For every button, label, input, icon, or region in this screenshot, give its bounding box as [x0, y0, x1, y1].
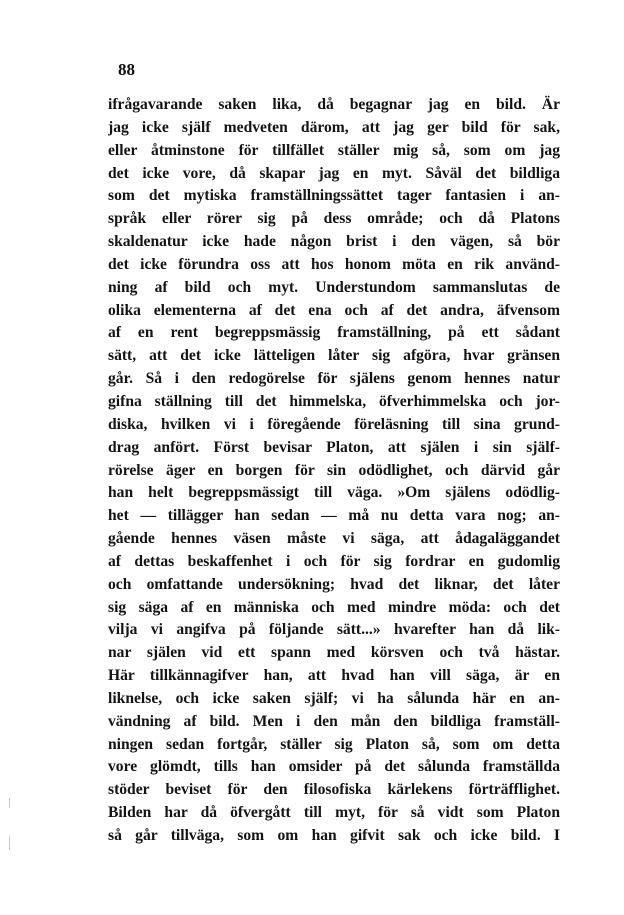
- text-line-1: ifrågavarande saken lika, då begagnar jag en bild. Är: [108, 96, 560, 113]
- margin-mark-lower: [9, 836, 10, 850]
- text-line-19: het — tillägger han sedan — må nu detta vara nog; an-: [108, 507, 560, 525]
- text-line-24: vilja vi angifva på följande sätt...» hvarefter han då lik-: [108, 621, 560, 639]
- text-line-25: nar själen vid ett spann med körsven och två hästar.: [108, 644, 560, 662]
- text-line-9: ning af bild och myt. Understundom sammanslutas de: [108, 278, 560, 296]
- text-line-27: liknelse, och icke saken själf; vi ha sålunda här en an-: [108, 689, 560, 707]
- margin-mark-upper: [9, 798, 10, 808]
- text-line-13: går. Så i den redogörelse för själens genom hennes natur: [108, 370, 560, 388]
- text-line-3: eller åtminstone för tillfället ställer mig så, som om jag: [108, 141, 560, 159]
- text-line-4: det icke vore, då skapar jag en myt. Såväl det bildliga: [108, 164, 560, 182]
- text-line-22: och omfattande undersökning; hvad det liknar, det låter: [108, 575, 560, 593]
- text-line-20: gående hennes väsen måste vi säga, att ådagaläggandet: [108, 530, 560, 548]
- text-line-17: rörelse äger en borgen för sin odödlighet, och därvid går: [108, 461, 560, 479]
- text-line-15: diska, hvilken vi i föregående föreläsning till sina grund-: [108, 415, 560, 433]
- text-line-21: af dettas beskaffenhet i och för sig fordrar en gudomlig: [108, 552, 560, 570]
- text-line-11: af en rent begreppsmässig framställning, på ett sådant: [108, 324, 560, 342]
- text-line-10: olika elementerna af det ena och af det andra, äfvensom: [108, 301, 560, 319]
- text-line-2: jag icke själf medveten därom, att jag ger bild för sak,: [108, 118, 560, 136]
- text-line-23: sig säga af en människa och med mindre möda: och det: [108, 598, 560, 616]
- body-text: [108, 94, 560, 848]
- text-line-6: språk eller rörer sig på dess område; och då Platons: [108, 210, 560, 228]
- text-line-7: skaldenatur icke hade någon brist i den vägen, så bör: [108, 233, 560, 251]
- text-line-8: det icke förundra oss att hos honom möta en rik använd-: [108, 255, 560, 273]
- text-line-12: sätt, att det icke lätteligen låter sig afgöra, hvar gränsen: [108, 347, 560, 365]
- page-number: 88: [118, 60, 135, 79]
- text-line-16: drag anfört. Först bevisar Platon, att själen i sin själf-: [108, 438, 560, 456]
- text-line-28: vändning af bild. Men i den mån den bildliga framställ-: [108, 712, 560, 730]
- text-line-18: han helt begreppsmässigt till väga. »Om själens odödlig-: [108, 484, 560, 502]
- text-line-14: gifna ställning till det himmelska, öfverhimmelska och jor-: [108, 392, 560, 410]
- text-line-26: Här tillkännagifver han, att hvad han vill säga, är en: [108, 667, 560, 685]
- text-line-30: vore glömdt, tills han omsider på det sålunda framställda: [108, 758, 560, 776]
- text-line-33: så går tillväga, som om han gifvit sak och icke bild. I: [108, 827, 560, 844]
- text-line-31: stöder beviset för den filosofiska kärlekens förträfflighet.: [108, 781, 560, 799]
- text-line-29: ningen sedan fortgår, ställer sig Platon så, som om detta: [108, 735, 560, 753]
- text-line-5: som det mytiska framställningssättet tager fantasien i an-: [108, 187, 560, 205]
- text-line-32: Bilden har då öfvergått till myt, för så vidt som Platon: [108, 804, 560, 822]
